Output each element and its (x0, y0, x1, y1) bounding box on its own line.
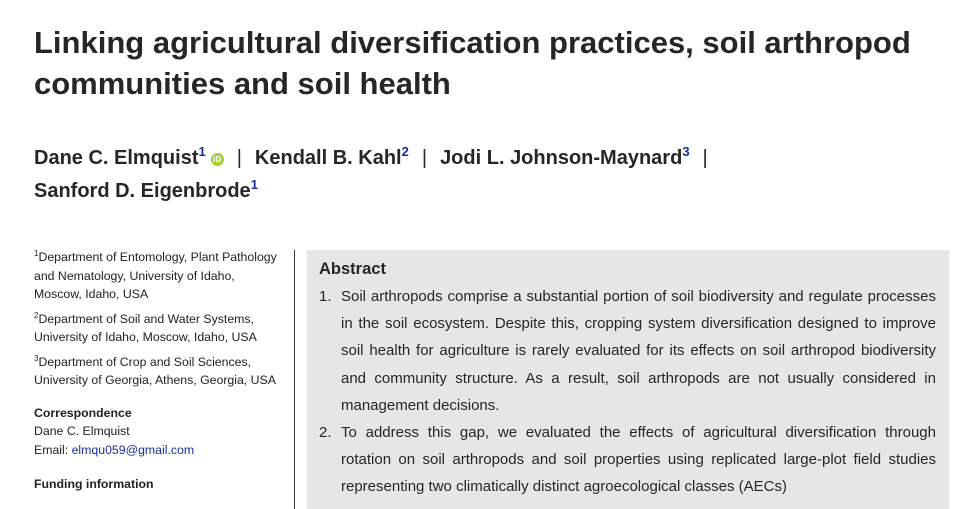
abstract-heading: Abstract (319, 260, 386, 278)
abstract-item-text: Soil arthropods comprise a substantial portion of soil biodiversity and regulate processes in the soil ecosystem. Despite this, cropping system diversification designed to improve soil health for agriculture is rarely evaluated for its effects on soil arthropod biodiversity and community structure. As a result, soil arthropods are not usually considered in management decisions. (341, 288, 936, 414)
correspondence-heading: Correspondence (34, 405, 132, 420)
affiliation-text: Department of Soil and Water Systems, University of Idaho, Moscow, Idaho, USA (34, 311, 257, 344)
affiliation (34, 310, 279, 347)
affiliation (34, 353, 279, 390)
abstract-list (319, 283, 936, 501)
correspondence-email-line (34, 441, 279, 460)
author-name[interactable]: Kendall B. Kahl (254, 147, 402, 169)
abstract-item (319, 419, 936, 501)
affiliation-text: Department of Entomology, Plant Pathology and Nematology, University of Idaho, Moscow, Idaho, USA (34, 250, 277, 301)
author-name[interactable]: Jodi L. Johnson-Maynard (440, 147, 683, 169)
column-divider (294, 250, 295, 509)
email-link[interactable]: elmqu059@gmail.com (71, 442, 195, 457)
correspondence-name: Dane C. Elmquist (34, 424, 130, 438)
author-name[interactable]: Dane C. Elmquist (34, 147, 199, 169)
affiliation-text: Department of Crop and Soil Sciences, University of Georgia, Athens, Georgia, USA (34, 354, 276, 387)
author-affiliation-mark[interactable]: 3 (682, 144, 690, 159)
author-affiliation-mark[interactable]: 2 (401, 144, 409, 159)
author-affiliation-mark[interactable]: 1 (198, 144, 206, 159)
author-name[interactable]: Sanford D. Eigenbrode (34, 180, 251, 202)
abstract-item-text: To address this gap, we evaluated the effects of agricultural diversification through rotation on soil arthropods and soil properties using replicated large-plot field studies representing two climatically distinct agroecological classes (AECs) (341, 424, 936, 496)
orcid-icon[interactable]: iD (211, 153, 224, 166)
abstract-box (307, 250, 949, 509)
article-info-column (34, 248, 279, 494)
author-separator: | (702, 147, 708, 169)
author-separator: | (421, 147, 428, 169)
paper-title: Linking agricultural diversification practices, soil arthropod communities and soil health (34, 25, 911, 101)
author-affiliation-mark[interactable]: 1 (250, 177, 258, 192)
author-list (34, 142, 934, 208)
author-separator: | (236, 147, 242, 169)
abstract-item (319, 283, 936, 419)
affiliation-number: 3 (34, 353, 39, 363)
affiliation-number: 2 (34, 310, 39, 320)
abstract-item-number: 1. (319, 288, 332, 305)
affiliation (34, 248, 279, 304)
abstract-item-number: 2. (319, 424, 332, 442)
affiliation-number: 1 (34, 249, 39, 258)
email-label: Email: (34, 442, 72, 457)
funding-heading: Funding information (34, 477, 154, 491)
